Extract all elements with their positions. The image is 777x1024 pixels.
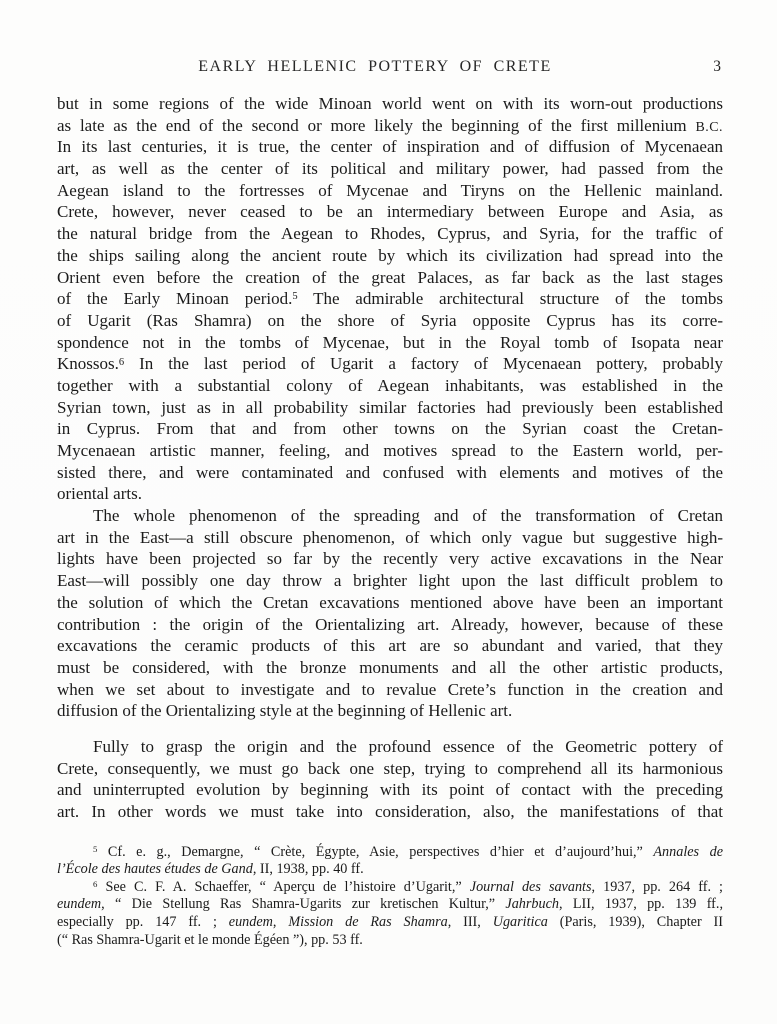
footnote-6: [57, 879, 723, 949]
text-line: [57, 932, 723, 950]
text-line: [57, 861, 723, 879]
text-segment: contribution : the origin of the Orientalizing art. Already, however, because of these: [57, 614, 723, 634]
text-segment: art. In other words we must take into consideration, also, the manifestations of that: [57, 802, 723, 821]
page-content: [57, 57, 723, 949]
text-line: [57, 418, 723, 440]
text-line: [57, 267, 723, 289]
text-segment: spondence not in the tombs of Mycenae, but in the Royal tomb of Isopata near: [57, 332, 723, 352]
text-segment: together with a substantial colony of Aegean inhabitants, was established in the: [57, 375, 723, 395]
text-segment: Annales de: [653, 843, 723, 860]
text-segment: sisted there, and were contaminated and confused with elements and motives of the: [57, 462, 723, 482]
text-segment: Crete, however, never ceased to be an intermediary between Europe and Asia, as: [57, 202, 723, 222]
text-segment: the solution of which the Cretan excavations mentioned above have been an important: [57, 592, 723, 612]
text-line: [57, 223, 723, 245]
text-segment: eundem: [57, 896, 102, 913]
footnote-marker: 6: [118, 356, 125, 368]
text-segment: Syrian town, just as in all probability similar factories had previously been established: [57, 397, 723, 417]
footnotes-section: [57, 844, 723, 950]
text-line: [57, 758, 723, 780]
text-segment: The admirable architectural structure of the tombs: [297, 289, 723, 309]
text-segment: Journal des savants: [469, 878, 592, 895]
paragraph-2: [57, 505, 723, 722]
text-line: [57, 844, 723, 862]
text-segment: oriental arts.: [57, 484, 142, 504]
text-segment: , II, 1938, pp. 40 ff.: [252, 861, 364, 878]
text-segment: of the Early Minoan period.: [57, 289, 293, 309]
text-segment: in Cyprus. From that and from other towns on the Syrian coast the Cretan-: [57, 419, 723, 439]
text-segment: Aegean island to the fortresses of Mycenae and Tiryns on the Hellenic mainland.: [57, 180, 723, 200]
text-line: [57, 353, 723, 375]
text-line: [57, 635, 723, 657]
text-segment: Knossos.: [57, 354, 119, 374]
text-segment: , LII, 1937, pp. 139 ff.,: [559, 896, 723, 913]
text-segment: of Ugarit (Ras Shamra) on the shore of Syria opposite Cyprus has its corre-: [57, 310, 723, 330]
text-segment: as late as the end of the second or more likely the beginning of the first millenium: [57, 115, 696, 135]
text-line: [57, 736, 723, 758]
text-segment: but in some regions of the wide Minoan world went on with its worn-out productions: [57, 94, 723, 113]
text-line: [57, 245, 723, 267]
text-line: [57, 592, 723, 614]
text-segment: (“ Ras Shamra-Ugarit et le monde Égéen ”), pp. 53 ff.: [57, 931, 363, 948]
text-line: [57, 779, 723, 801]
text-segment: Fully to grasp the origin and the profound essence of the Geometric pottery of: [93, 736, 723, 756]
page-header: [57, 57, 723, 77]
text-line: [57, 462, 723, 484]
text-segment: the ships sailing along the ancient route by which its civilization had spread into the: [57, 245, 723, 265]
footnote-marker: 6: [93, 878, 98, 889]
text-line: [57, 657, 723, 679]
text-line: [57, 93, 723, 115]
text-line: [57, 896, 723, 914]
text-segment: East—will possibly one day throw a brighter light upon the last difficult problem to: [57, 571, 723, 591]
text-segment: Mycenaean artistic manner, feeling, and motives spread to the Eastern world, per-: [57, 441, 723, 460]
text-segment: when we set about to investigate and to revalue Crete’s function in the creation and: [57, 679, 723, 699]
text-segment: , “ Die Stellung Ras Shamra-Ugarits zur kretischen Kultur,”: [101, 896, 506, 913]
text-segment: ,: [272, 914, 289, 931]
text-line: [57, 879, 723, 897]
text-line: [57, 440, 723, 462]
footnote-marker: 5: [292, 291, 298, 303]
text-line: [57, 310, 723, 332]
text-line: [57, 548, 723, 570]
paragraph-3: [57, 736, 723, 823]
page-number: 3: [713, 58, 721, 75]
text-segment: eundem: [228, 914, 273, 931]
text-line: [57, 614, 723, 636]
text-segment: art in the East—a still obscure phenomenon, of which only vague but suggestive high-: [57, 527, 723, 547]
text-line: [57, 288, 723, 310]
text-line: [57, 115, 723, 137]
text-segment: must be considered, with the bronze monuments and all the other artistic products,: [57, 657, 723, 677]
text-line: [57, 801, 723, 823]
text-segment: Cf. e. g., Demargne, “ Crète, Égypte, Asie, perspectives d’hier et d’aujourd’hui,”: [97, 843, 654, 860]
text-segment: the natural bridge from the Aegean to Rhodes, Cyprus, and Syria, for the traffic of: [57, 224, 723, 244]
text-segment: , 1937, pp. 264 ff. ;: [591, 878, 723, 895]
text-segment: Orient even before the creation of the great Palaces, as far back as the last stages: [57, 267, 723, 287]
text-segment: excavations the ceramic products of this art are so abundant and varied, that they: [57, 636, 723, 656]
text-segment: B.C.: [695, 119, 723, 135]
text-line: [57, 332, 723, 354]
footnote-marker: 5: [93, 843, 98, 854]
text-segment: l’École des hautes études de Gand: [57, 861, 253, 878]
text-line: [57, 180, 723, 202]
text-line: [57, 700, 723, 722]
text-segment: especially pp. 147 ff. ;: [57, 914, 229, 931]
text-line: [57, 679, 723, 701]
text-segment: Crete, consequently, we must go back one step, trying to comprehend all its harmonious: [57, 758, 723, 778]
footnote-5: [57, 844, 723, 879]
text-segment: diffusion of the Orientalizing style at the beginning of Hellenic art.: [57, 701, 513, 721]
text-line: [57, 201, 723, 223]
text-line: [57, 505, 723, 527]
text-segment: Ugaritica: [492, 914, 548, 931]
text-line: [57, 527, 723, 549]
text-line: [57, 136, 723, 158]
text-segment: Jahrbuch: [505, 896, 559, 913]
text-line: [57, 375, 723, 397]
text-segment: (Paris, 1939), Chapter II: [547, 914, 724, 931]
text-segment: art, as well as the center of its political and military power, had passed from the: [57, 159, 723, 179]
text-line: [57, 483, 723, 505]
text-segment: lights have been projected so far by the recently very active excavations in the Near: [57, 549, 723, 569]
running-head-title: EARLY HELLENIC POTTERY OF CRETE: [198, 58, 552, 75]
text-segment: Mission de Ras Shamra: [288, 914, 448, 931]
text-segment: In its last centuries, it is true, the center of inspiration and of diffusion of Mycenaean: [57, 137, 723, 157]
text-segment: In the last period of Ugarit a factory of Mycenaean pottery, probably: [124, 354, 723, 374]
text-line: [57, 397, 723, 419]
paragraph-1: [57, 93, 723, 505]
text-line: [57, 570, 723, 592]
text-line: [57, 158, 723, 180]
text-segment: and uninterrupted evolution by beginning with its point of contact with the preceding: [57, 780, 723, 800]
text-segment: The whole phenomenon of the spreading and of the transformation of Cretan: [93, 506, 723, 526]
text-segment: See C. F. A. Schaeffer, “ Aperçu de l’histoire d’Ugarit,”: [97, 878, 470, 895]
text-line: [57, 914, 723, 932]
text-segment: , III,: [447, 914, 493, 931]
body-text: [57, 93, 723, 823]
